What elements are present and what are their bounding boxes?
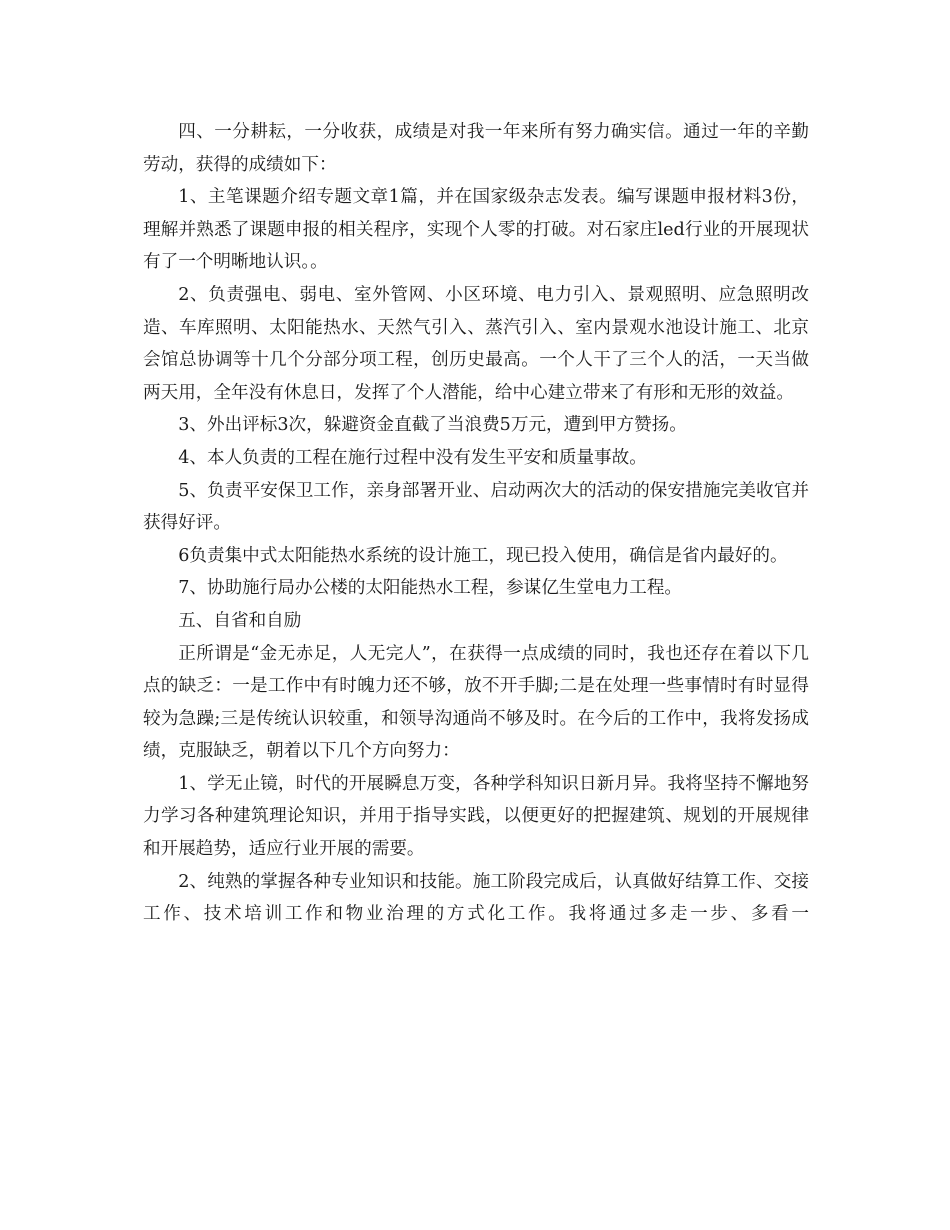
paragraph-item-2: 2、负责强电、弱电、室外管网、小区环境、电力引入、景观照明、应急照明改造、车库照明、太阳能热水、天然气引入、蒸汽引入、室内景观水池设计施工、北京会馆总协调等十几个分部分项工程，创历史最高。一个人干了三个人的活，一天当做两天用，全年没有休息日，发挥了个人潜能，给中心建立带来了有形和无形的效益。 (143, 284, 809, 403)
paragraph-item-3: 3、外出评标3次，躲避资金直截了当浪费5万元，遭到甲方赞扬。 (178, 415, 687, 436)
paragraph-item-5: 5、负责平安保卫工作，亲身部署开业、启动两次大的活动的保安措施完美收官并获得好评。 (143, 480, 809, 534)
paragraph-item-7: 7、协助施行局办公楼的太阳能热水工程，参谋亿生堂电力工程。 (178, 578, 683, 599)
paragraph-goal-2: 2、纯熟的掌握各种专业知识和技能。施工阶段完成后，认真做好结算工作、交接工作、技术培训工作和物业治理的方式化工作。我将通过多走一步、多看一 (143, 871, 809, 925)
document-body (143, 116, 809, 931)
paragraph-item-1: 1、主笔课题介绍专题文章1篇，并在国家级杂志发表。编写课题申报材料3份，理解并熟悉了课题申报的相关程序，实现个人零的打破。对石家庄led行业的开展现状有了一个明晰地认识。。 (143, 187, 809, 273)
paragraph-section-4-heading: 四、一分耕耘，一分收获，成绩是对我一年来所有努力确实信。通过一年的辛勤劳动，获得的成绩如下： (143, 122, 809, 175)
paragraph-item-4: 4、本人负责的工程在施行过程中没有发生平安和质量事故。 (178, 447, 647, 468)
paragraph-item-6: 6负责集中式太阳能热水系统的设计施工，现已投入使用，确信是省内最好的。 (178, 545, 788, 566)
paragraph-goal-1: 1、学无止镜，时代的开展瞬息万变，各种学科知识日新月异。我将坚持不懈地努力学习各种建筑理论知识，并用于指导实践，以便更好的把握建筑、规划的开展规律和开展趋势，适应行业开展的需要。 (143, 773, 809, 860)
section-5-heading: 五、自省和自励 (178, 610, 302, 631)
paragraph-self-reflection: 正所谓是“金无赤足，人无完人”，在获得一点成绩的同时，我也还存在着以下几点的缺乏：一是工作中有时魄力还不够，放不开手脚;二是在处理一些事情时有时显得较为急躁;三是传统认识较重，和领导沟通尚不够及时。在今后的工作中，我将发扬成绩，克服缺乏，朝着以下几个方向努力： (143, 643, 809, 762)
